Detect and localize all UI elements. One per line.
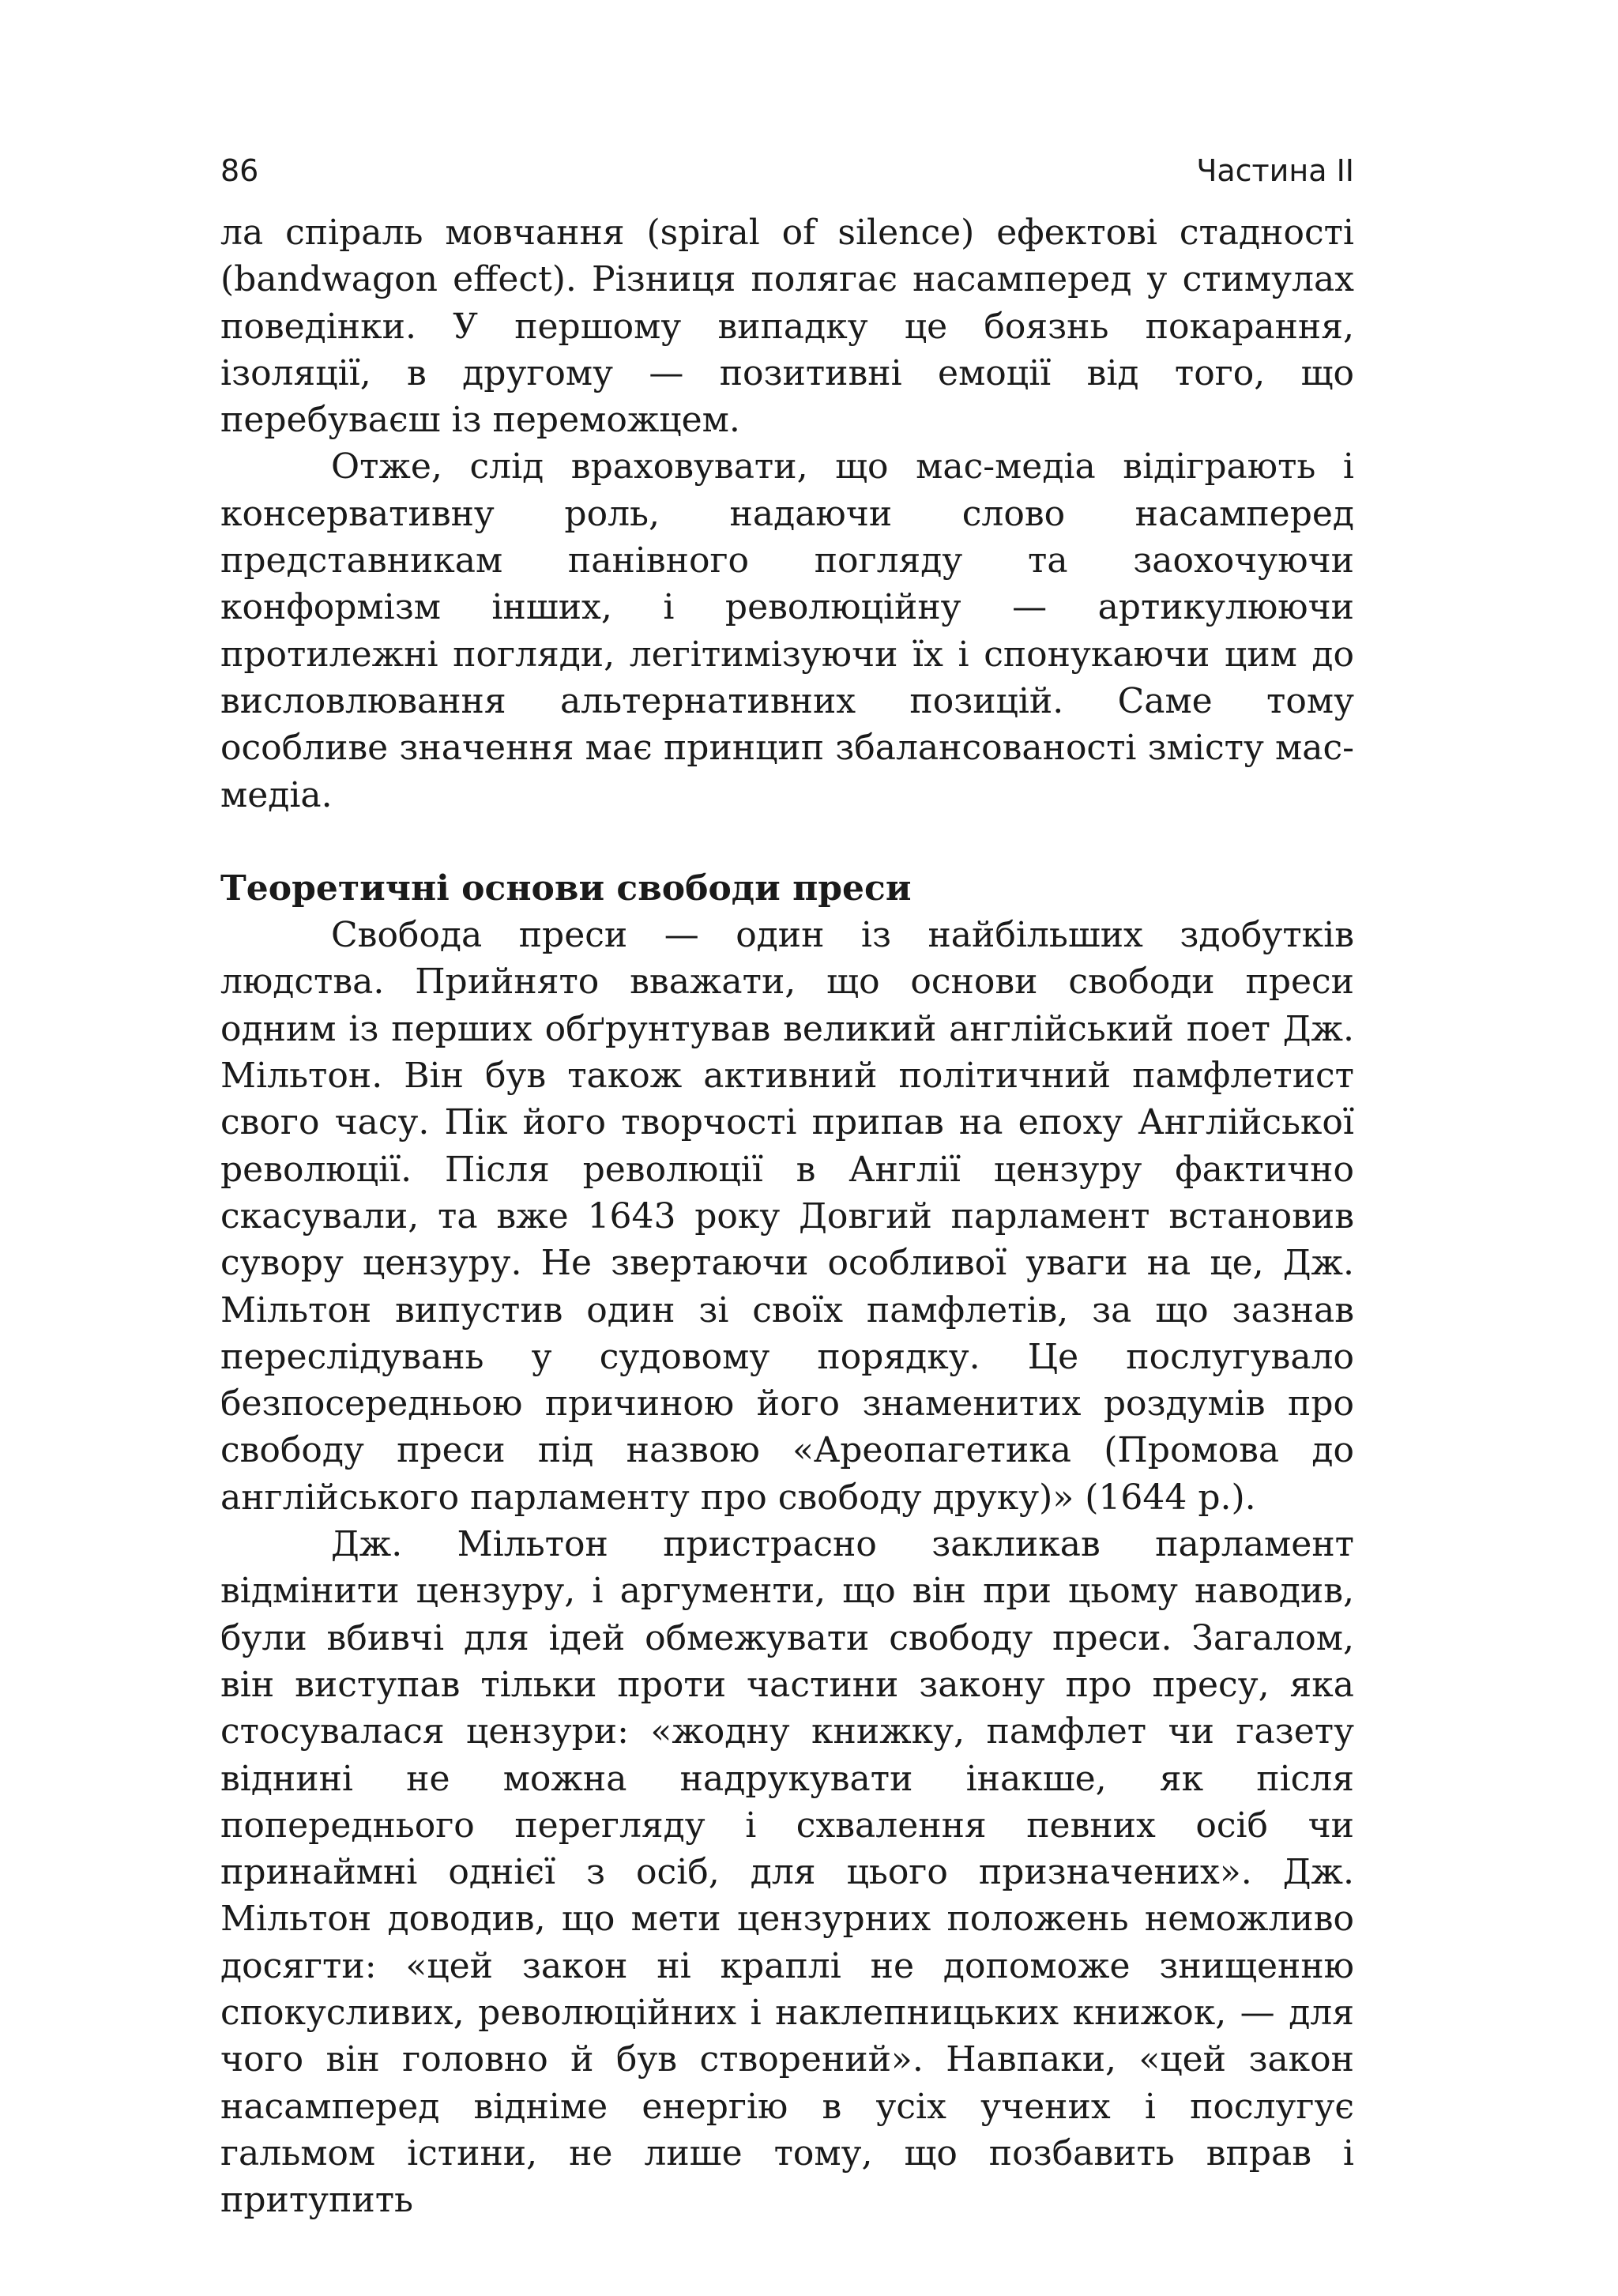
- section-heading: Теоретичні основи свободи преси: [220, 868, 912, 909]
- page-number: 86: [220, 153, 259, 188]
- main-text: [220, 209, 1354, 2223]
- paragraph-4: Дж. Мільтон пристрасно закликав парламент відмінити цензуру, і аргументи, що він при цьому наводив, були вбивчі для ідей обмежувати свободу преси. Загалом, він виступав тільки проти частини закону про пресу, яка стосувалася цензури: «жодну книжку, памфлет чи газету віднині не можна надрукувати інакше, як після попереднього перегляду і схвалення певних осіб чи принаймні однієї з осіб, для цього призначених». Дж. Мільтон доводив, що мети цензурних положень неможливо досягти: «цей закон ні краплі не допоможе знищенню спокусливих, революційних і наклепницьких книжок, — для чого він головно й був створений». Навпаки, «цей закон насамперед відніме енергію в усіх учених і послугує гальмом істини, не лише тому, що позбавить вправ і притупить: [220, 1524, 1354, 2221]
- paragraph-1: ла спіраль мовчання (spiral of silence) ефектові стадності (bandwagon effect). Різниця полягає насамперед у стимулах поведінки. У першому випадку це боязнь покарання, ізоляції, в другому — позитивні емоції від того, що перебуваєш із переможцем.: [220, 213, 1354, 441]
- running-header: [220, 147, 1354, 194]
- paragraph-3: Свобода преси — один із найбільших здобутків людства. Прийнято вважати, що основи свободи преси одним із перших обґрунтував великий англійський поет Дж. Мільтон. Він був також активний політичний памфлетист свого часу. Пік його творчості припав на епоху Англійської революції. Після революції в Англії цензуру фактично скасували, та вже 1643 року Довгий парламент встановив сувору цензуру. Не звертаючи особливої уваги на це, Дж. Мільтон випустив один зі своїх памфлетів, за що зазнав переслідувань у судовому порядку. Це послугувало безпосередньою причиною його знаменитих роздумів про свободу преси під назвою «Ареопагетика (Промова до англійського парламенту про свободу друку)» (1644 р.).: [220, 915, 1354, 1518]
- part-label: Частина II: [1196, 153, 1354, 188]
- paragraph-2: Отже, слід враховувати, що мас-медіа відіграють і консервативну роль, надаючи слово насамперед представникам панівного погляду та заохочуючи конформізм інших, і революційну — артикулюючи протилежні погляди, легітимізуючи їх і спонукаючи цим до висловлювання альтернативних позицій. Саме тому особливе значення має принцип збалансованості змісту мас-медіа.: [220, 446, 1354, 815]
- section-gap: [220, 819, 1354, 865]
